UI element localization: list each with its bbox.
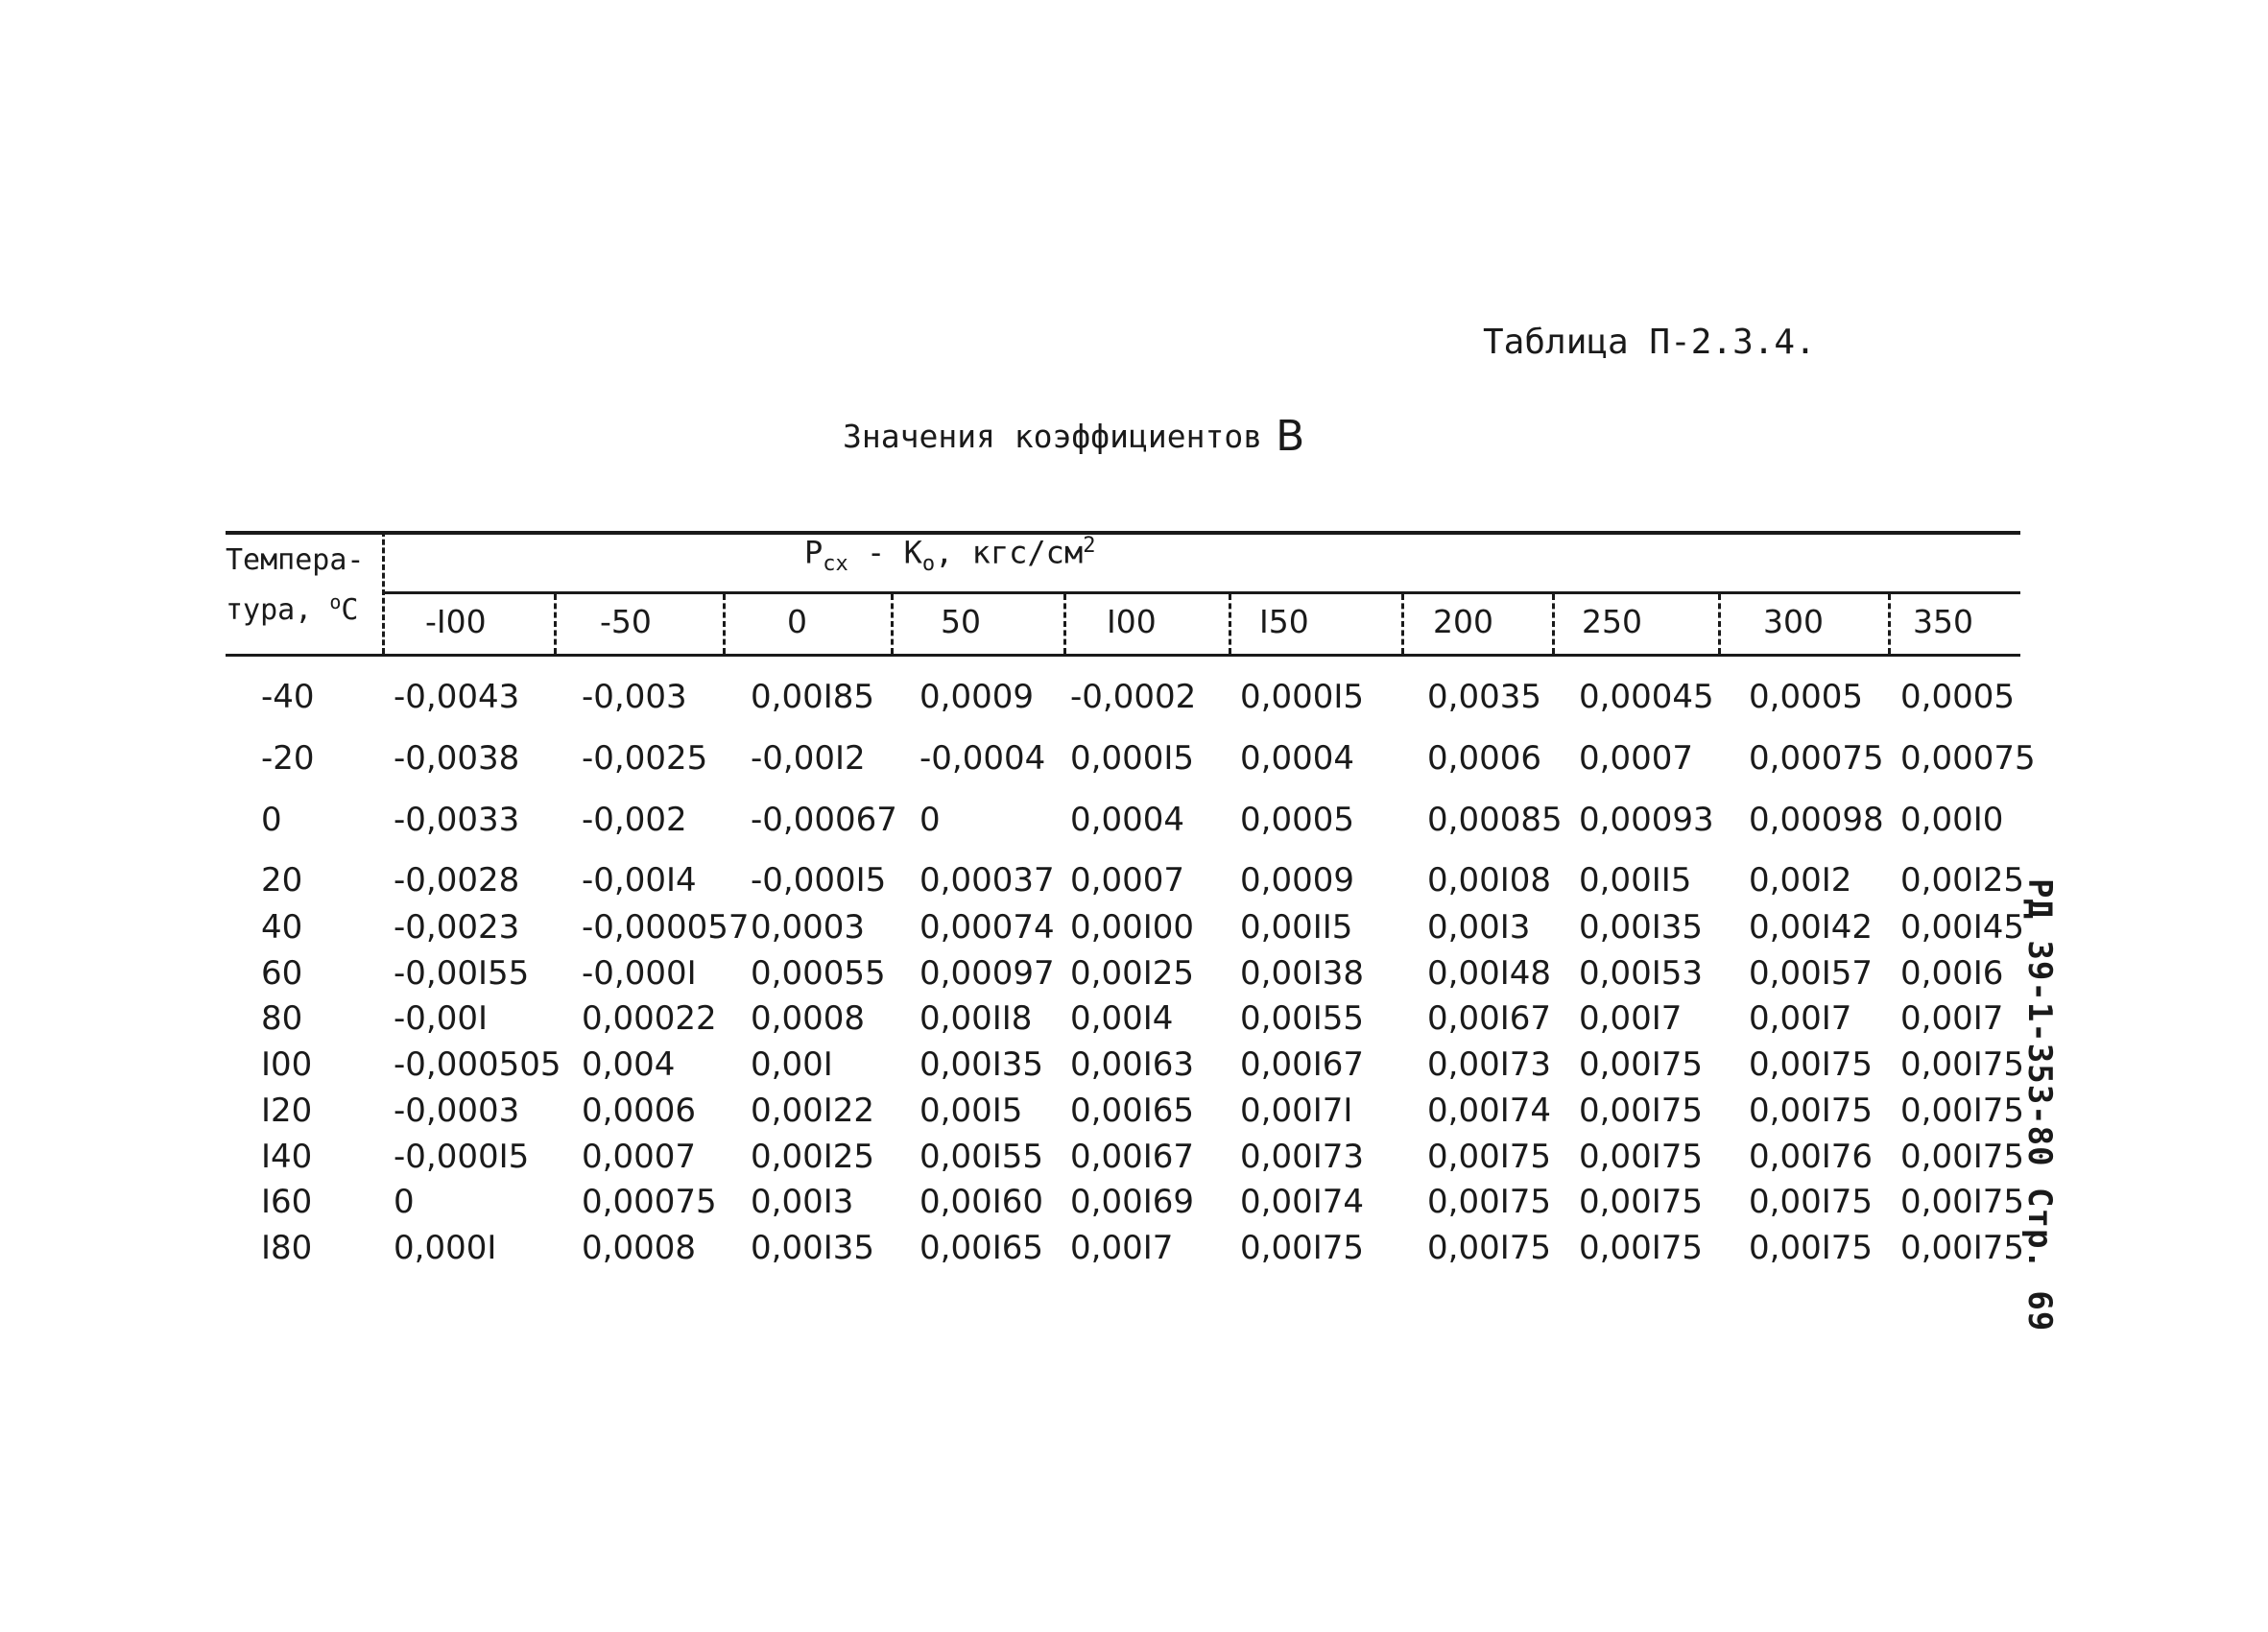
table-cell: 0 [919,801,941,839]
column-header: 350 [1913,603,1973,640]
column-separator [1888,594,1891,654]
row-temperature: I80 [261,1229,313,1267]
table-cell: 0,00I75 [1900,1229,2024,1267]
table-cell: -0,0028 [394,861,520,900]
table-cell: 0,0007 [1579,739,1693,778]
table-cell: 0,00I65 [919,1229,1043,1267]
table-cell: 0,00I75 [1579,1138,1703,1176]
table-cell: 0,00I85 [751,678,874,716]
column-header: 300 [1763,603,1824,640]
table-cell: 0,00045 [1579,678,1714,716]
table-cell: 0,0008 [751,999,865,1038]
table-cell: 0,00I7I [1240,1092,1353,1130]
table-cell: 0,00I2 [1749,861,1852,900]
column-header: -I00 [425,603,487,640]
column-separator [554,594,557,654]
table-cell: -0,000057 [582,908,750,947]
table-cell: 0,00I63 [1070,1045,1194,1084]
table-cell: 0,00I35 [1579,908,1703,947]
table-cell: 0,00I38 [1240,954,1364,993]
table-cell: 0,00I76 [1749,1138,1873,1176]
table-rule-top [226,531,2020,535]
table-cell: 0,00I [751,1045,833,1084]
table-cell: 0,00I75 [1579,1183,1703,1221]
row-temperature: -40 [261,678,315,716]
table-cell: 0,00II5 [1240,908,1353,947]
table-cell: 0,00I7 [1749,999,1852,1038]
row-temperature: -20 [261,739,315,778]
table-cell: 0,0007 [1070,861,1184,900]
stub-header-line-2 [226,590,358,627]
spanner-p: P [804,534,824,571]
row-temperature: I20 [261,1092,313,1130]
table-cell: 0,00I08 [1427,861,1551,900]
table-cell: 0,004 [582,1045,676,1084]
table-cell: 0,00I75 [1427,1138,1551,1176]
table-cell: 0,00075 [1900,739,2036,778]
table-cell: 0,00I65 [1070,1092,1194,1130]
table-cell: 0,00I75 [1579,1045,1703,1084]
table-cell: 0,0003 [751,908,865,947]
table-cell: -0,00I2 [751,739,866,778]
table-cell: 0,0006 [582,1092,696,1130]
table-cell: 0,00I75 [1427,1183,1551,1221]
stub-header-degree: о [329,590,342,613]
table-cell: -0,00I [394,999,488,1038]
table-cell: -0,0004 [919,739,1046,778]
column-header: -50 [600,603,652,640]
spanner-units: , кгс/см [935,534,1084,571]
table-cell: 0,00I75 [1427,1229,1551,1267]
table-cell: 0,00075 [582,1183,717,1221]
stub-separator [382,531,385,654]
table-cell: 0,00I67 [1427,999,1551,1038]
table-cell: 0,00I00 [1070,908,1194,947]
table-cell: 0,00I6 [1900,954,2004,993]
table-cell: 0,00I3 [751,1183,854,1221]
row-temperature: 80 [261,999,303,1038]
row-temperature: 0 [261,801,282,839]
table-cell: 0,0009 [1240,861,1354,900]
table-cell: -0,00I4 [582,861,697,900]
table-cell: 0,00093 [1579,801,1714,839]
table-cell: 0,00I69 [1070,1183,1194,1221]
table-cell: 0,00I45 [1900,908,2024,947]
table-cell: 0,0006 [1427,739,1541,778]
table-cell: 0,00I75 [1749,1183,1873,1221]
table-cell: 0,00I3 [1427,908,1531,947]
table-cell: 0,0004 [1240,739,1354,778]
table-cell: -0,0043 [394,678,520,716]
column-separator [891,594,894,654]
table-cell: 0,00085 [1427,801,1563,839]
spanner-k: K [903,534,922,571]
table-cell: 0,00I42 [1749,908,1873,947]
table-cell: 0,00I7 [1579,999,1683,1038]
table-cell: 0,00I75 [1749,1229,1873,1267]
table-cell: 0,0035 [1427,678,1541,716]
table-cell: 0,0009 [919,678,1034,716]
table-cell: 0,00I75 [1900,1183,2024,1221]
table-cell: 0,000I5 [1240,678,1364,716]
row-temperature: 40 [261,908,303,947]
table-cell: 0,00I57 [1749,954,1873,993]
table-cell: -0,000I5 [394,1138,530,1176]
table-cell: 0,00I75 [1240,1229,1364,1267]
column-header: 0 [787,603,807,640]
row-temperature: I40 [261,1138,313,1176]
table-cell: -0,0033 [394,801,520,839]
table-cell: 0,00II8 [919,999,1033,1038]
table-cell: -0,00I55 [394,954,530,993]
table-cell: 0,00I7 [1900,999,2004,1038]
stub-header-unit: С [341,593,359,627]
table-cell: 0,00I67 [1240,1045,1364,1084]
column-separator [1063,594,1066,654]
table-cell: 0,00I4 [1070,999,1174,1038]
table-cell: 0,00I55 [1240,999,1364,1038]
table-cell: 0,00I5 [919,1092,1023,1130]
table-cell: 0,00I7 [1070,1229,1174,1267]
spanner-header [804,534,1095,576]
table-cell: 0,00I75 [1900,1138,2024,1176]
table-cell: 0,00I73 [1240,1138,1364,1176]
page-title [843,409,1305,461]
table-cell: 0 [394,1183,415,1221]
table-cell: -0,00067 [751,801,897,839]
column-separator [1552,594,1555,654]
table-cell: -0,000505 [394,1045,561,1084]
stub-header-line-1: Темпера- [226,543,365,577]
table-cell: 0,00I35 [919,1045,1043,1084]
table-cell: 0,00I35 [751,1229,874,1267]
row-temperature: 20 [261,861,303,900]
table-cell: -0,000I5 [751,861,887,900]
table-label: Таблица П-2.3.4. [1483,323,1816,362]
table-cell: 0,000I [394,1229,497,1267]
column-separator [1229,594,1231,654]
table-cell: -0,0003 [394,1092,520,1130]
column-header: 200 [1433,603,1493,640]
column-separator [1401,594,1404,654]
row-temperature: I60 [261,1183,313,1221]
table-cell: 0,00I0 [1900,801,2004,839]
table-cell: 0,0004 [1070,801,1184,839]
table-cell: 0,00I25 [1900,861,2024,900]
column-separator [1718,594,1721,654]
table-cell: 0,00I53 [1579,954,1703,993]
spanner-units-sup: 2 [1083,534,1096,558]
table-cell: -0,0025 [582,739,708,778]
table-cell: 0,00037 [919,861,1055,900]
table-rule-mid [384,591,2020,594]
table-cell: 0,000I5 [1070,739,1194,778]
table-cell: 0,00I25 [1070,954,1194,993]
column-header: I00 [1107,603,1157,640]
spanner-p-sub: сх [823,552,848,577]
table-cell: 0,00055 [751,954,886,993]
table-cell: 0,00I60 [919,1183,1043,1221]
table-cell: 0,00I75 [1579,1229,1703,1267]
table-cell: 0,00I73 [1427,1045,1551,1084]
table-cell: 0,00I22 [751,1092,874,1130]
column-header: 250 [1582,603,1642,640]
table-cell: 0,00I75 [1749,1092,1873,1130]
table-cell: 0,0005 [1749,678,1863,716]
table-cell: -0,002 [582,801,687,839]
row-temperature: 60 [261,954,303,993]
table-cell: -0,0023 [394,908,520,947]
table-rule-bottom [226,654,2020,657]
table-cell: 0,00I55 [919,1138,1043,1176]
table-cell: 0,00I25 [751,1138,874,1176]
table-cell: 0,0007 [582,1138,696,1176]
table-cell: 0,00I75 [1900,1092,2024,1130]
side-reference [2020,878,2097,1332]
table-cell: -0,000I [582,954,697,993]
table-cell: 0,00075 [1749,739,1884,778]
coefficient-symbol: B [1276,412,1305,461]
side-reference-text: РД 39-1-353-80 Стр. 69 [2020,878,2059,1332]
table-cell: 0,00I48 [1427,954,1551,993]
column-header: I50 [1259,603,1309,640]
column-separator [723,594,726,654]
spanner-minus: - [848,534,904,571]
table-cell: 0,00II5 [1579,861,1692,900]
table-cell: 0,00I75 [1579,1092,1703,1130]
table-cell: 0,00I67 [1070,1138,1194,1176]
table-cell: 0,00I74 [1427,1092,1551,1130]
row-temperature: I00 [261,1045,313,1084]
table-cell: 0,00I74 [1240,1183,1364,1221]
table-cell: 0,00098 [1749,801,1884,839]
spanner-k-sub: о [921,552,936,577]
table-cell: -0,0038 [394,739,520,778]
table-cell: -0,0002 [1070,678,1197,716]
table-cell: 0,0005 [1900,678,2015,716]
table-cell: 0,00I75 [1900,1045,2024,1084]
table-cell: 0,0005 [1240,801,1354,839]
stub-header-text: тура, [226,593,313,627]
table-cell: 0,00I75 [1749,1045,1873,1084]
table-cell: -0,003 [582,678,687,716]
table-cell: 0,0008 [582,1229,696,1267]
table-cell: 0,00097 [919,954,1055,993]
page-title-text: Значения коэффициентов [843,418,1263,455]
table-cell: 0,00074 [919,908,1055,947]
column-header: 50 [941,603,981,640]
table-cell: 0,00022 [582,999,717,1038]
